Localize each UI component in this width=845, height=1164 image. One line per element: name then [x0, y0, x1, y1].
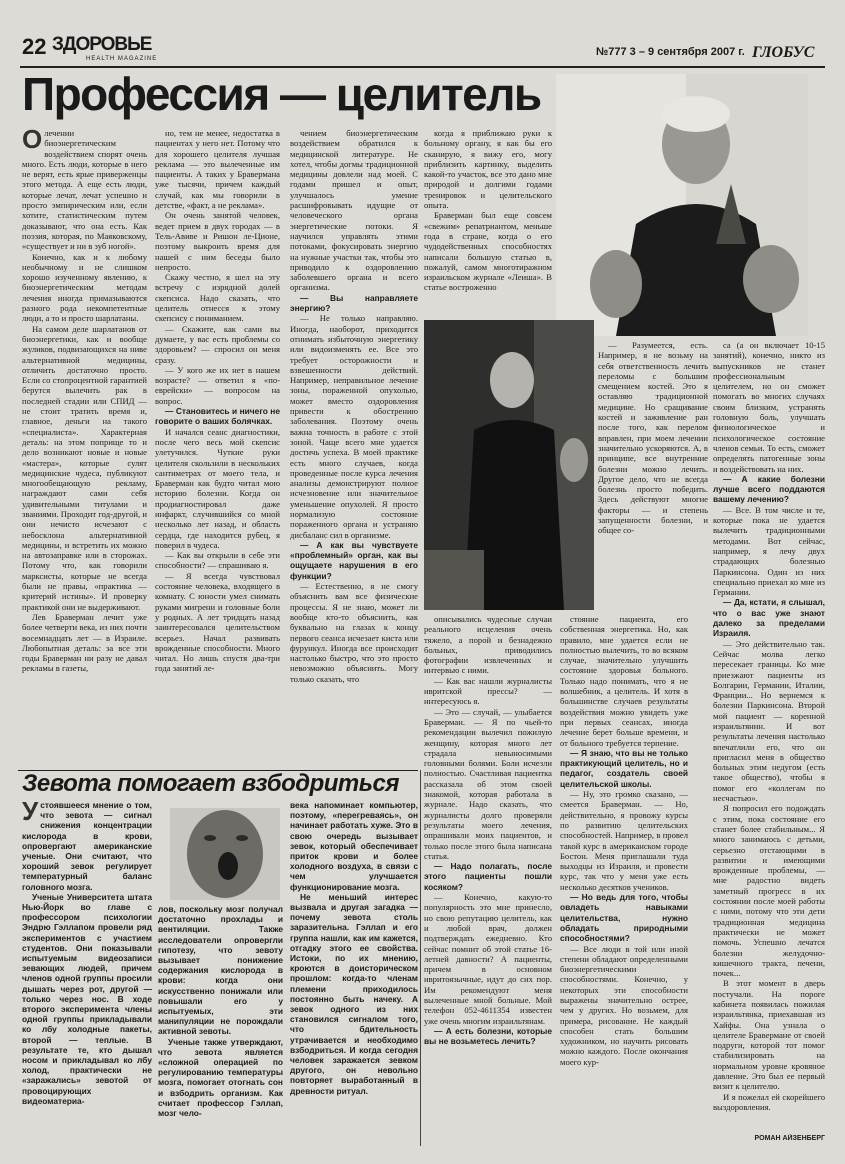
article-paragraph: — А есть болезни, которые вы не возьметесь лечить?: [424, 1025, 552, 1047]
column-divider: [420, 770, 421, 1146]
page-number: 22: [22, 34, 47, 59]
magazine-subtitle: HEALTH MAGAZINE: [86, 56, 158, 62]
article-column-3: [290, 128, 418, 762]
sidebar-column-3: [290, 800, 418, 1146]
sidebar-paragraph: лов, поскольку мозг получал достаточно прохлады и вентиляции. Также исследователи опровергли гипотезу, что зевоту вызывает понижение содержания кислорода в крови: когда они искусственно понижали или повышали его у испытуемых, эти манипуляции не порождали активной зевоты.: [158, 904, 283, 1037]
issue-info: №777 3 – 9 сентября 2007 г.: [596, 46, 745, 58]
article-paragraph: но, тем не менее, недостатка в пациентах у него нет. Потому что для хорошего целителя лучшая реклама — это вылеченные им пациенты. А таких у Бравермана уже тысячи, причем каждый случай, как мы говорили в детстве, «факт, а не реклама».: [155, 128, 280, 211]
photo-healer-working: [424, 320, 594, 610]
sidebar-paragraph: Ученые также утверждают, что зевота является «сложной операцией по регулированию температуры мозга, помогает отогнать сон и взбодрить организм. Как считает профессор Гэллап, мозг чело-: [158, 1036, 283, 1119]
article-paragraph: — Не только направляю. Иногда, наоборот, приходится отнимать избыточную энергетику или видоизменять ее. Все это требует осторожности и взвешенности действий. Например, неправильное лечение зоны, пораженной опухолью, может вместо оздоровления привести к обострению заболевания. Поэтому очень важна точность в работе с этой зоной. Чаще всего мне удается достичь успеха. В моей практике есть много случаев, когда проведенные после курса лечения анализы демонстрируют полное исчезновение или значительное уменьшение опухолей. Я просто нормализую состояние пораженного органа и устраняю дисбаланс сил в организме.: [290, 313, 418, 540]
article-paragraph: — Но ведь для того, чтобы овладеть навыками целительства, нужно обладать природными способностями?: [560, 892, 688, 944]
article-paragraph: чением биоэнергетическим воздействием обратился к медицинской литературе. Не хотел, чтобы догмы традиционной медицины довлели над моей. С годами пришел и опыт, улучшалось умение расшифровывать идущие от человеческого органа энергетические потоки. Я научился управлять этими потоками, фокусировать энергию на нужные участки так, чтобы это приводило к оздоровлению заболевшего органа и всего организма.: [290, 128, 418, 293]
article-paragraph: когда я приближаю руки к больному органу, я как бы его сканирую, я вижу его, могу приблизить картинку, выделить какой-то участок, все это дано мне природой и долгими годами тренировок и целительского опыта.: [424, 128, 552, 211]
article-paragraph: — Вы направляете энергию?: [290, 292, 418, 314]
article-paragraph: — Как вас нашли журналисты ивритской прессы? — интересуюсь я.: [424, 675, 552, 707]
article-paragraph: — Становитесь и ничего не говорите о ваших болячках.: [155, 406, 280, 427]
brand-name: ГЛОБУС: [752, 44, 815, 61]
sidebar-article-headline: Зевота помогает взбодриться: [22, 770, 399, 797]
sidebar-paragraph: Не меньший интерес вызвала и другая загадка — почему зевота столь заразительна. Гэллап и его группа нашли, как им кажется, отгадку этого ее свойства. Истоки, по их мнению, кроются в доисторическом прошлом: когда-то членам племени приходилось постоянно быть начеку. А зевок одного из них становился сигналом того, что бдительность утрачивается и необходимо взбодриться. И когда сегодня человек заражается зевком другого, он невольно повторяет выработанный в древности ритуал.: [290, 891, 418, 1096]
article-paragraph: — Я знаю, что вы не только практикующий целитель, но и педагог, создатель своей целительской школы.: [560, 747, 688, 789]
article-paragraph: — Все люди в той или иной степени обладают определенными биоэнергетическими способностями. Конечно, у некоторых эти способности выражены значительно острее, чем у других. Но возьмем, для примера, рисование. Не каждый способен стать большим художником, но научить рисовать можно каждого. После окончания моего кур-: [560, 943, 688, 1067]
article-paragraph: Конечно, как и к любому необычному и не слишком хорошо изученному явлению, к биоэнергетическим методам лечения иногда примазываются разного рода некомпетентные люди, а то и просто шарлатаны.: [22, 251, 147, 324]
article-paragraph: — Все. В том числе и те, которые пока не удается вылечить традиционными методами. Вот сейчас, например, я лечу двух страдающих болезнью Паркинсона. Один из них специально приехал ко мне из Германии.: [713, 504, 825, 598]
article-paragraph: — Как вы открыли в себе эти способности? — спрашиваю я.: [155, 550, 280, 571]
article-signature-box: [713, 1134, 825, 1146]
article-column-1: [22, 128, 147, 762]
article-paragraph: И начался сеанс диагностики, после чего весь мой скепсис улетучился. Чуткие руки целителя скользили в нескольких сантиметрах от моего тела, и Браверман как будто читал мою историю болезни. Когда он продиагностировал даже инфаркт, случившийся со мной несколько лет назад, и область сердца, где находится рубец, я поверил в чудеса.: [155, 426, 280, 550]
article-signature: РОМАН АЙЗЕНБЕРГ: [754, 1135, 825, 1142]
article-paragraph: — Я всегда чувствовал состояние человека, входящего в комнату. С юности умел снимать руками мигрени и головные боли у родных. А лет тридцать назад заинтересовался целительством всерьез. Начал развивать врожденные способности. Много читал. Но лишь спустя два-три года занятий ле-: [155, 570, 280, 674]
sidebar-column-2: [158, 904, 283, 1146]
article-paragraph: лечении биоэнергетическим воздействием спорят очень много. Есть люди, которые в него не верят, есть ярые приверженцы этого метода. А еще есть люди, которые лечат, лечат успешно и просто эмпирическим или, если хотите, статистическим путем доказывают, что она есть. Как поэзия, которая, по Маяковскому, «существует и ни в зуб ногой».: [22, 128, 147, 252]
sidebar-column-1: [22, 800, 152, 1146]
article-paragraph: — Конечно, какую-то популярность это мне принесло, но свою репутацию целитель, как и любой врач, должен подтверждать ежедневно. Кто сейчас помнит об этой статье 16-летней давности? А пациенты, причем в основном ивритоязычные, идут до сих пор. Им рекомендуют меня вылеченные мной больные. Мой телефон 052-4611354 известен уже очень многим израильтянам.: [424, 892, 552, 1026]
article-paragraph: — Да, кстати, я слышал, что о вас уже знают далеко за пределами Израиля.: [713, 597, 825, 639]
article-paragraph: — У кого же их нет в нашем возрасте? — ответил я «по-еврейски» — вопросом на вопрос.: [155, 364, 280, 406]
sidebar-paragraph: века напоминает компьютер, поэтому, «перегреваясь», он начинает работать хуже. Это в свою очередь вызывает зевок, который обеспечивает приток крови и более холодного воздуха, в связи с чем улучшается функционирование мозга.: [290, 800, 418, 892]
article-column-6-top: [598, 340, 708, 612]
article-paragraph: На самом деле шарлатанов от биоэнергетики, как и вообще жуликов, подвизающихся на ниве альтернативной медицины, отличить достаточно просто. Если со стопроцентной гарантией берутся вылечить рак в последней стадии или СПИД — не стоит тратить время и, главное, деньги на такого «специалиста». Характерная деталь: на этом поприще то и дело возникают новые и новые «мастера», которые сулят медицинские чудеса, публикуют многообещающую рекламу, награждают сами себя удивительными титулами и званиями. Проходит год-другой, и они нечисто исчезают с небосклона альтернативной медицины, и встретить их можно на автозаправке или в сторожах. Потому что, как говорили марксисты, которые не всегда были не правы, «практика — критерий истины». И проверку практикой они не выдерживают.: [22, 323, 147, 612]
article-column-5: [424, 614, 552, 1126]
article-column-6: [560, 614, 688, 1146]
article-column-2: [155, 128, 280, 762]
article-paragraph: — Надо полагать, после этого пациенты пошли косяком?: [424, 861, 552, 892]
article-column-7: [713, 340, 825, 1130]
sidebar-dropcap: У: [22, 800, 39, 826]
photo-healer-portrait: [556, 74, 808, 336]
sidebar-paragraph: стоявшееся мнение о том, что зевота — сигнал снижения концентрации кислорода в крови, опровергают американские ученые. Они считают, что хороший зевок регулирует температурный баланс головного мозга.: [22, 800, 152, 892]
article-paragraph: — Это — случай, — улыбается Браверман. — Я по чьей-то рекомендации вылечил пожилую женщину, которая много лет страдала невыносимыми головными болями. Боли исчезли полностью. Счастливая пациентка рассказала об этом своей знакомой, которая работала в журнале. Надо сказать, что журналисты долго проверяли результаты моего лечения, опрашивали моих пациентов, и только после этого была написана статья.: [424, 706, 552, 861]
article-paragraph: Лев Браверман лечит уже более четверти века, из них почти восемнадцать лет — в Израиле. Любопытная деталь: за все эти годы Браверман ни разу не давал рекламы в газеты,: [22, 611, 147, 674]
article-paragraph: — Скажите, как сами вы думаете, у вас есть проблемы со здоровьем? — спросил он меня сразу.: [155, 323, 280, 365]
article-paragraph: — А какие болезни лучше всего поддаются вашему лечению?: [713, 473, 825, 505]
article-paragraph: — Естественно, я не смогу объяснить вам все физические процессы. Я не знаю, может ли вообще кто-то объяснить, как буквально на глазах к концу первого сеанса исчезает киста или фурункул. Иногда все происходит настолько быстро, что это просто невозможно объяснить. Могу только сказать, что: [290, 581, 418, 684]
article-column-4: [424, 128, 552, 314]
article-paragraph: И я пожелал ей скорейшего выздоровления.: [713, 1091, 825, 1112]
dropcap: О: [22, 128, 43, 154]
article-paragraph: Я попросил его подождать с этим, пока состояние его станет более стабильным... Я много занимаюсь с детьми, серьезно отстающими в развитии и имеющими врожденные проблемы, — мне радостно видеть заметный прогресс в их состоянии после моей работы с ними, потому что эти дети традиционная медицина практически не может помочь. Успешно лечатся болезни желудочно-кишечного тракта, печени, почек...: [713, 803, 825, 979]
article-paragraph: — Ну, это громко сказано, — смеется Браверман. — Но, действительно, я провожу курсы по развитию целительских способностей. Например, в провел такой курс в американском городе Бостон. Меня приглашали туда выходцы из Израиля, и провести курс, так что у меня уже есть несколько десятков учеников.: [560, 789, 688, 892]
article-headline: Профессия — целитель: [22, 68, 541, 120]
article-paragraph: Браверман был еще совсем «свежим» репатриантом, меньше года в стране, когда о его чудодейственных способностях написали большую статью в, пожалуй, самом многотиражном израильском журнале «Леиша». В статье востроженно: [424, 210, 552, 293]
article-paragraph: — Это действительно так. Сейчас молва легко пересекает границы. Ко мне приезжают пациенты из Болгарии, Германии, Италии, Франции... Но вернемся к болезни Паркинсона. Второй мой пациент — коренной израильтянин. И вот результаты лечения настолько впечатлили его, что он пригласил меня в общество больных этим недугом (есть такое общество), чтобы я помог его «коллегам по несчастью».: [713, 638, 825, 804]
article-paragraph: са (а он включает 10-15 занятий), конечно, никто из выпускников не станет профессиональным целителем, но он сможет помогать во многих случаях своим близким, устранять головную боль, улучшать физиологическое и психологическое состояние членов семьи. То есть, сможет определять патогенные зоны и воздействовать на них.: [713, 340, 825, 474]
article-paragraph: — А как вы чувствуете «проблемный» орган, как вы ощущаете нарушения в его функции?: [290, 539, 418, 581]
article-paragraph: описывались чудесные случаи реального исцеления очень тяжело, а порой и безнадежно больных, приводились фотографии извлеченных и интервью с ними.: [424, 614, 552, 676]
article-paragraph: Скажу честно, я шел на эту встречу с изрядной долей скепсиса. Надо сказать, что целитель отнесся к этому скепсису с пониманием.: [155, 272, 280, 324]
magazine-logo: ЗДОРОВЬЕ: [52, 34, 152, 55]
sidebar-paragraph: Ученые Университета штата Нью-Йорк во главе с профессором психологии Эндрю Гэллапом провели ряд экспериментов с участием студентов. Они показывали испытуемым видеозаписи зевающих людей, причем членов одной группы просили дышать через рот, другой — только через нос. В ходе второго эксперимента члены одной группы прикладывали ко лбу холодные пакеты, второй — теплые. В результате те, кто дышал носом и прикладывал ко лбу холод, практически не «заражались» зевотой от провоцирующих видеоматериа-: [22, 891, 152, 1106]
article-paragraph: стояние пациента, его собственная энергетика. Но, как правило, мне удается если не полностью вылечить, то во всяком случае, значительно улучшить состояние здоровья больного. Только надо понимать, что я не волшебник, а целитель. И хотя в большинстве случаев результаты воздействия можно увидеть уже при первых сеансах, иногда лечение берет больше времени, и от больного требуется терпение.: [560, 614, 688, 748]
article-paragraph: В этот момент в дверь постучали. На пороге кабинета появилась пожилая израильтянка, приехавшая из Хайфы. Она узнала о целителе Бравермане от своей подруги, которой тот помог стабилизировать на нормальном уровне кровяное давление. Это был ее первый визит к целителю.: [713, 978, 825, 1092]
article-paragraph: — Разумеется, есть. Например, я не возьму на себя ответственность лечить переломы с большим смещением костей. Это я оставляю традиционной медицине. Но сращивание костей и заживление ран после того, как перелом вправлен, при моем лечении значительно ускоряются. А, в принципе, все внутренние болезни можно лечить. Другое дело, что не всегда болезнь просто победить. Здесь действуют многие факторы — и степень запущенности болезни, и общее со-: [598, 340, 708, 536]
article-paragraph: Он очень занятой человек, ведет прием в двух городах — в Тель-Авиве и Ришон ле-Ционе, поэтому выкроить время для нашей с ним беседы было непросто.: [155, 210, 280, 272]
